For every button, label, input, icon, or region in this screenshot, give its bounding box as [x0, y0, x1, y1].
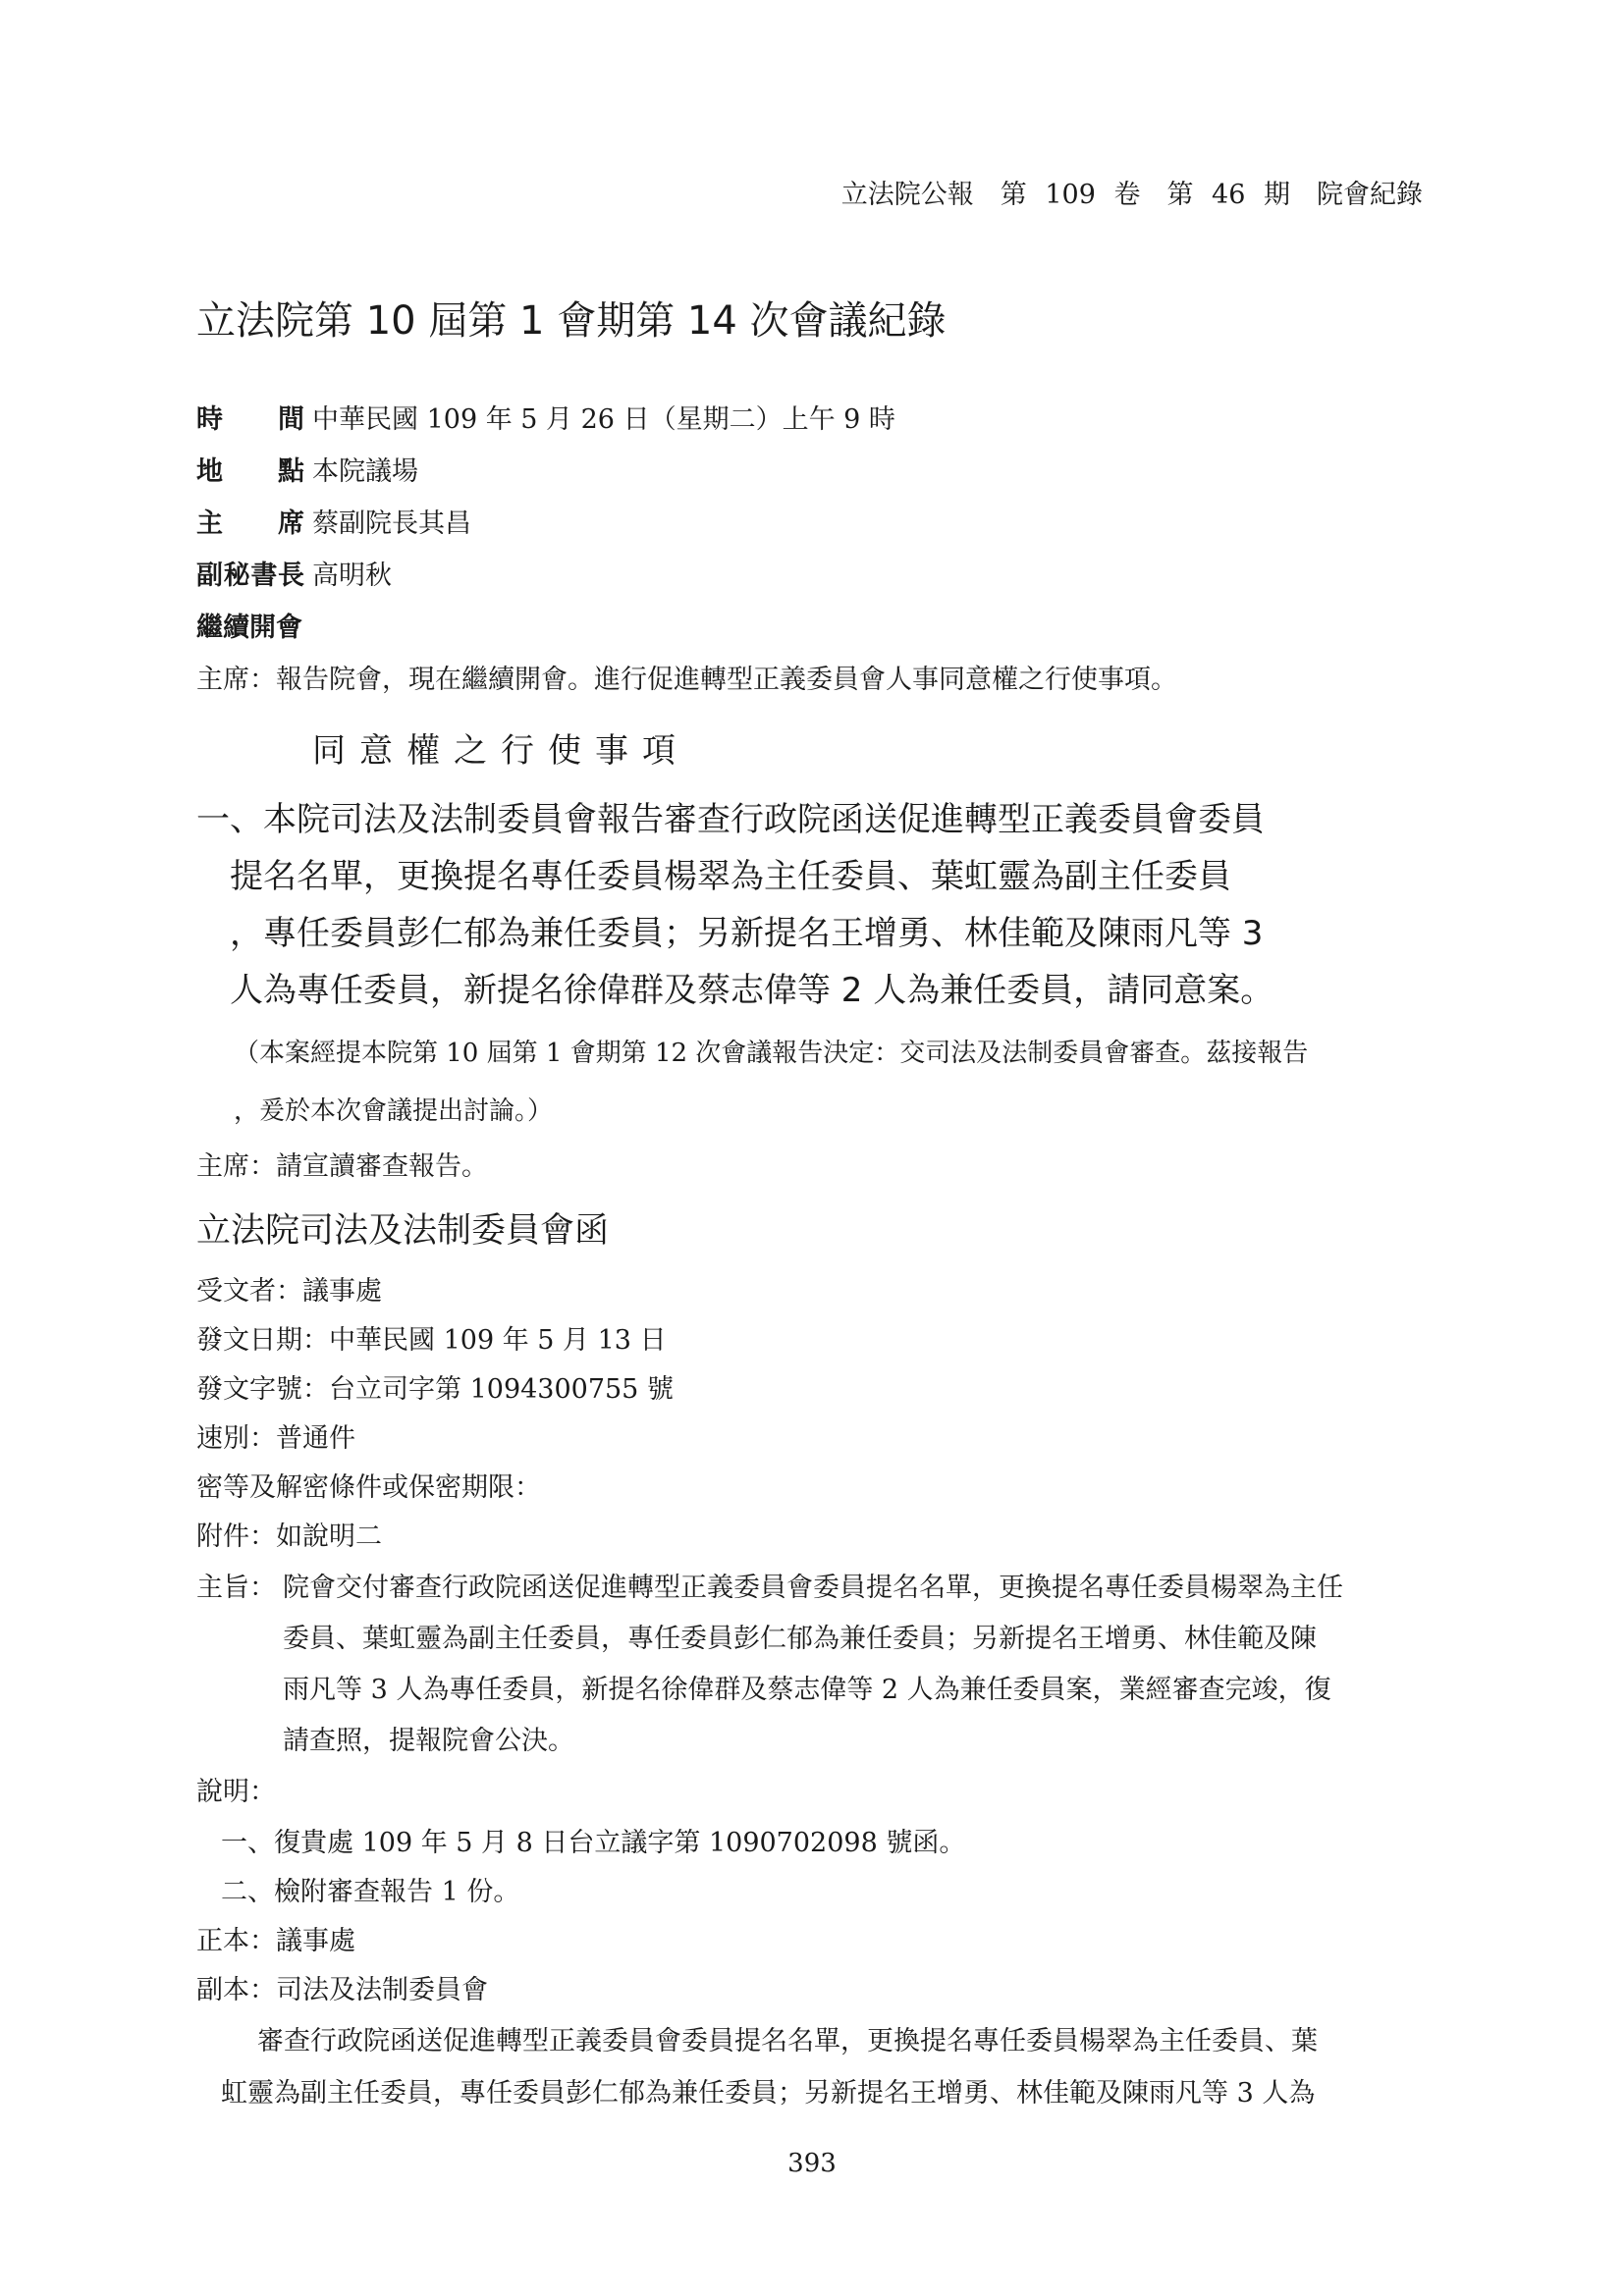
- meta-place: [196, 450, 418, 488]
- letter-field: 速別：普通件: [196, 1423, 355, 1454]
- meta-value: 高明秋: [312, 561, 392, 591]
- original-recipient: 正本：議事處: [196, 1926, 355, 1956]
- letter-field: 附件：如說明二: [196, 1522, 382, 1552]
- letter-field: 發文日期：中華民國 109 年 5 月 13 日: [196, 1325, 667, 1356]
- meta-label: 時 間: [196, 404, 304, 435]
- chair-statement: [196, 1145, 488, 1183]
- subject-line: 請查照，提報院會公決。: [283, 1726, 574, 1756]
- letter-title: 立法院司法及法制委員會函: [196, 1211, 610, 1251]
- explanation-label: 說明：: [196, 1777, 276, 1807]
- meta-chair: [196, 502, 471, 540]
- letter-field: 受文者：議事處: [196, 1276, 382, 1307]
- letter-field: 密等及解密條件或保密期限：: [196, 1472, 541, 1503]
- explanation-item: 一、復貴處 109 年 5 月 8 日台立議字第 1090702098 號函。: [221, 1828, 966, 1858]
- meta-time: [196, 398, 895, 436]
- meta-value: 蔡副院長其昌: [312, 508, 471, 539]
- report-line: 虹靈為副主任委員，專任委員彭仁郁為兼任委員；另新提名王增勇、林佳範及陳雨凡等 3 人為: [221, 2078, 1316, 2109]
- page-number: 393: [787, 2149, 837, 2178]
- agenda-note-line: （本案經提本院第 10 屆第 1 會期第 12 次會議報告決定：交司法及法制委員會審查。茲接報告: [234, 1039, 1309, 1068]
- meta-label: 地 點: [196, 456, 304, 487]
- subject-line: 委員、葉虹靈為副主任委員，專任委員彭仁郁為兼任委員；另新提名王增勇、林佳範及陳: [283, 1624, 1317, 1654]
- speaker-label: 主席：: [196, 1151, 276, 1182]
- meta-value: 本院議場: [312, 456, 418, 487]
- agenda-line: 提名名單，更換提名專任委員楊翠為主任委員、葉虹靈為副主任委員: [196, 857, 1231, 896]
- resume-meeting: 繼續開會: [196, 613, 302, 643]
- meta-label: 主 席: [196, 508, 304, 539]
- meta-value: 中華民國 109 年 5 月 26 日（星期二）上午 9 時: [312, 404, 895, 435]
- agenda-line: ，專任委員彭仁郁為兼任委員；另新提名王增勇、林佳範及陳雨凡等 3: [196, 914, 1264, 953]
- explanation-item: 二、檢附審查報告 1 份。: [221, 1877, 520, 1907]
- subject-label: 主旨：: [196, 1573, 276, 1603]
- agenda-line: 人為專任委員，新提名徐偉群及蔡志偉等 2 人為兼任委員，請同意案。: [196, 971, 1274, 1010]
- agenda-note-line: ，爰於本次會議提出討論。）: [234, 1096, 554, 1126]
- agenda-item-one: [196, 791, 1443, 1019]
- page-title: 立法院第 10 屆第 1 會期第 14 次會議紀錄: [196, 298, 947, 344]
- journal-header: 立法院公報 第 109 卷 第 46 期 院會紀錄: [840, 180, 1423, 210]
- statement-text: 報告院會，現在繼續開會。進行促進轉型正義委員會人事同意權之行使事項。: [276, 665, 1177, 695]
- subject-line: 院會交付審查行政院函送促進轉型正義委員會委員提名名單，更換提名專任委員楊翠為主任: [283, 1573, 1343, 1603]
- speaker-label: 主席：: [196, 665, 276, 695]
- letter-field: 發文字號：台立司字第 1094300755 號: [196, 1374, 674, 1405]
- agenda-line: 一、本院司法及法制委員會報告審查行政院函送促進轉型正義委員會委員: [196, 800, 1265, 839]
- statement-text: 請宣讀審查報告。: [276, 1151, 488, 1182]
- section-heading: 同意權之行使事項: [312, 731, 689, 771]
- report-line: 審查行政院函送促進轉型正義委員會委員提名名單，更換提名專任委員楊翠為主任委員、葉: [257, 2026, 1318, 2056]
- meta-deputy-secretary: [196, 554, 392, 592]
- copy-recipient: 副本：司法及法制委員會: [196, 1975, 488, 2005]
- meta-label: 副秘書長: [196, 561, 304, 591]
- chair-statement: [196, 658, 1177, 696]
- subject-line: 雨凡等 3 人為專任委員，新提名徐偉群及蔡志偉等 2 人為兼任委員案，業經審查完竣，復: [283, 1675, 1331, 1705]
